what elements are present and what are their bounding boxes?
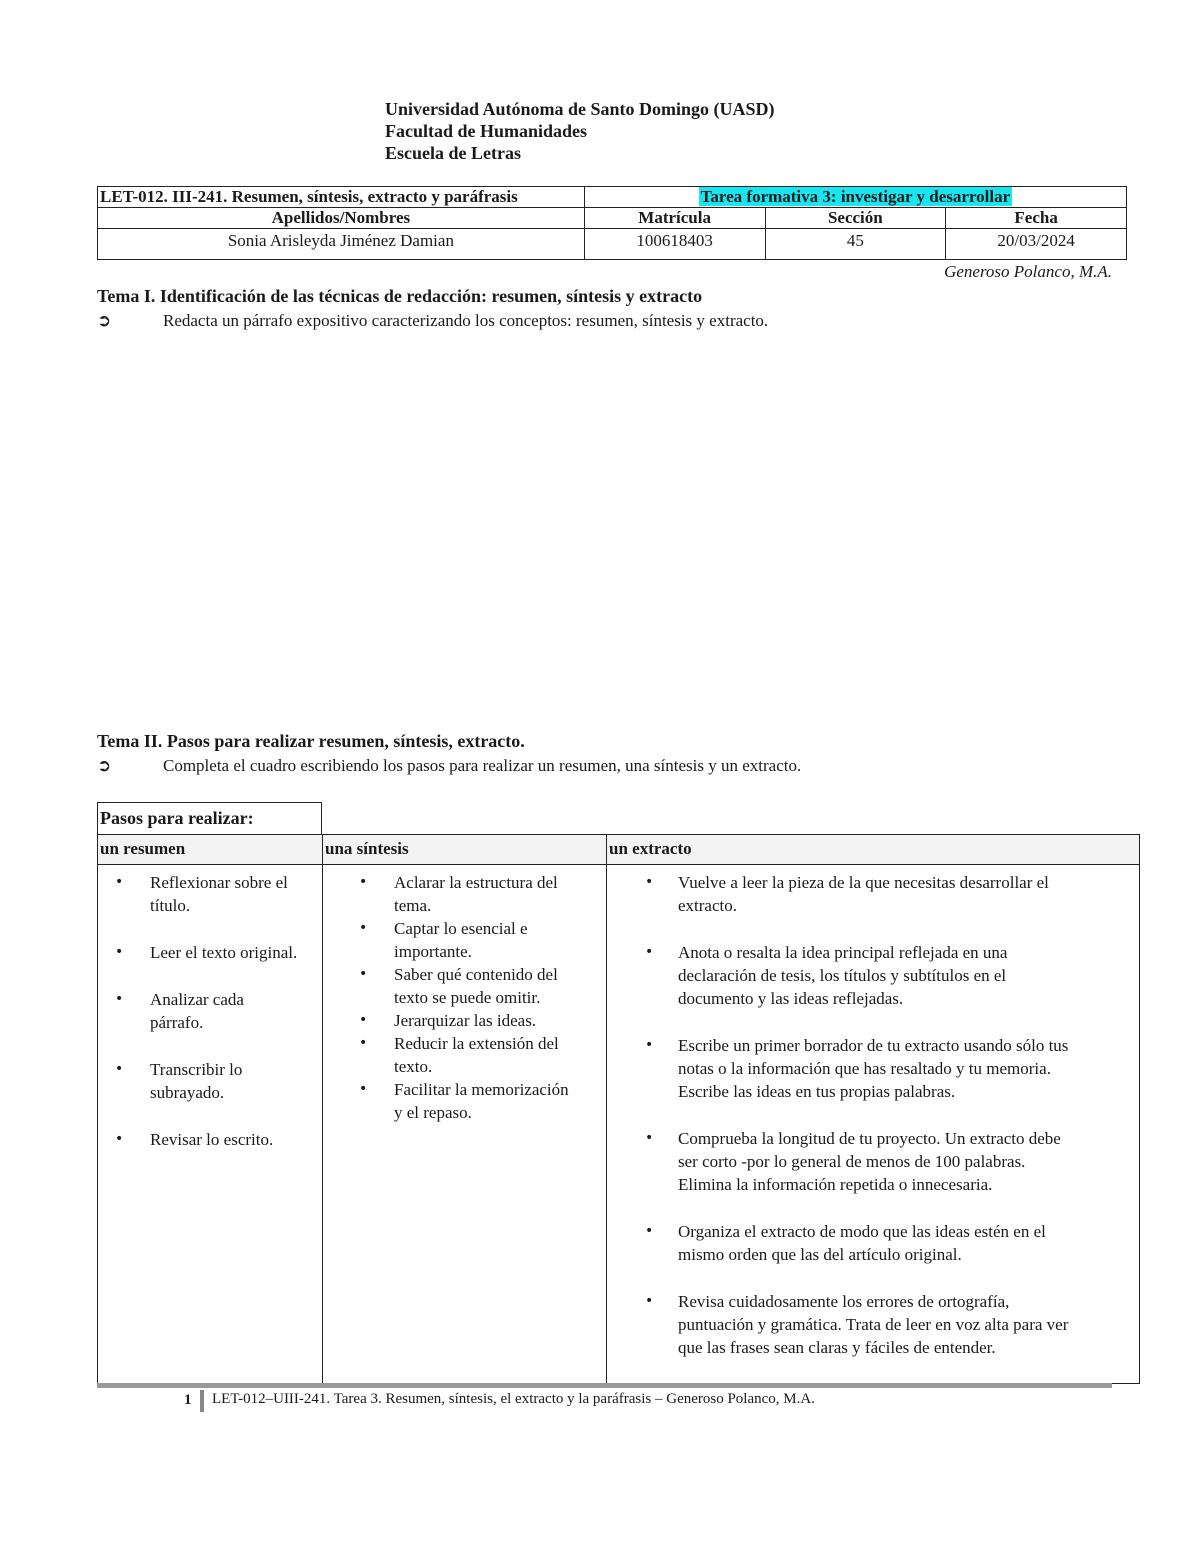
arrow-icon: ➲ <box>97 756 112 776</box>
step-text-line: importante. <box>394 942 472 961</box>
enrollment-number: 100618403 <box>584 229 765 260</box>
header-section: Sección <box>765 208 946 229</box>
step-item <box>98 1128 322 1151</box>
bullet-icon: • <box>359 920 368 936</box>
footer-bar <box>200 1390 204 1412</box>
step-text-line: Reducir la extensión del <box>394 1034 559 1053</box>
faculty-name: Facultad de Humanidades <box>385 121 588 141</box>
step-text-line: Reflexionar sobre el <box>150 873 288 892</box>
step-item <box>323 871 606 917</box>
step-item <box>607 1127 1139 1196</box>
header-names: Apellidos/Nombres <box>98 208 585 229</box>
header-enrollment: Matrícula <box>584 208 765 229</box>
step-item <box>323 917 606 963</box>
step-text-line: Aclarar la estructura del <box>394 873 558 892</box>
step-text-line: Escribe las ideas en tus propias palabras. <box>678 1082 956 1101</box>
task-title: Tarea formativa 3: investigar y desarrollar <box>700 187 1011 206</box>
bullet-icon: • <box>645 1130 654 1146</box>
footer-text: LET-012–UIII-241. Tarea 3. Resumen, síntesis, el extracto y la paráfrasis – Generoso Polanco, M.A. <box>212 1391 815 1407</box>
step-text-line: que las frases sean claras y fáciles de entender. <box>678 1338 996 1357</box>
step-text-line: Captar lo esencial e <box>394 919 528 938</box>
bullet-icon: • <box>115 1131 124 1147</box>
bullet-icon: • <box>115 944 124 960</box>
step-text-line: Elimina la información repetida o innecesaria. <box>678 1175 993 1194</box>
step-text-line: documento y las ideas reflejadas. <box>678 989 904 1008</box>
teacher-name: Generoso Polanco, M.A. <box>944 262 1112 281</box>
step-item <box>607 1220 1139 1266</box>
step-text-line: Jerarquizar las ideas. <box>394 1011 537 1030</box>
step-item <box>98 871 322 917</box>
institution-header <box>385 98 775 164</box>
bullet-icon: • <box>359 1012 368 1028</box>
course-row <box>98 187 1127 208</box>
step-text-line: tema. <box>394 896 432 915</box>
bullet-icon: • <box>359 966 368 982</box>
tema1-instruction-text: Redacta un párrafo expositivo caracterizando los conceptos: resumen, síntesis y extracto. <box>163 311 769 330</box>
steps-table-title: Pasos para realizar: <box>97 802 322 835</box>
tema1-instruction <box>97 311 768 331</box>
step-item <box>98 988 322 1034</box>
step-text-line: Organiza el extracto de modo que las ideas estén en el <box>678 1222 1046 1241</box>
student-name: Sonia Arisleyda Jiménez Damian <box>98 229 585 260</box>
section-number: 45 <box>765 229 946 260</box>
steps-list <box>98 865 322 1151</box>
step-text-line: mismo orden que las del artículo original. <box>678 1245 962 1264</box>
step-text-line: extracto. <box>678 896 737 915</box>
steps-table <box>97 834 1140 1384</box>
step-item <box>323 1078 606 1124</box>
bullet-icon: • <box>115 874 124 890</box>
step-text-line: Anota o resalta la idea principal reflejada en una <box>678 943 1008 962</box>
step-text-line: Saber qué contenido del <box>394 965 558 984</box>
step-item <box>607 1290 1139 1359</box>
step-text-line: Leer el texto original. <box>150 943 298 962</box>
bullet-icon: • <box>115 1061 124 1077</box>
bullet-icon: • <box>645 944 654 960</box>
column-synthesis <box>323 835 607 1383</box>
step-text-line: Transcribir lo <box>150 1060 243 1079</box>
step-item <box>607 941 1139 1010</box>
bullet-icon: • <box>645 1293 654 1309</box>
tema2-instruction <box>97 756 801 776</box>
step-item <box>98 1058 322 1104</box>
step-text-line: Revisar lo escrito. <box>150 1130 274 1149</box>
step-text-line: Comprueba la longitud de tu proyecto. Un extracto debe <box>678 1129 1061 1148</box>
steps-list <box>323 865 606 1124</box>
page-number: 1 <box>184 1392 192 1408</box>
step-item <box>607 871 1139 917</box>
task-title-cell <box>584 187 1126 208</box>
header-date: Fecha <box>946 208 1127 229</box>
step-text-line: Revisa cuidadosamente los errores de ortografía, <box>678 1292 1010 1311</box>
column-header: una síntesis <box>323 835 606 865</box>
step-item <box>323 1032 606 1078</box>
steps-list <box>607 865 1139 1359</box>
bullet-icon: • <box>645 1223 654 1239</box>
step-text-line: puntuación y gramática. Trata de leer en voz alta para ver <box>678 1315 1069 1334</box>
step-text-line: párrafo. <box>150 1013 204 1032</box>
step-text-line: texto se puede omitir. <box>394 988 541 1007</box>
bullet-icon: • <box>645 1037 654 1053</box>
bullet-icon: • <box>115 991 124 1007</box>
university-name: Universidad Autónoma de Santo Domingo (UASD) <box>385 99 775 119</box>
column-extract <box>607 835 1139 1383</box>
date-value: 20/03/2024 <box>946 229 1127 260</box>
course-info-table <box>97 186 1127 260</box>
tema1-title: Tema I. Identificación de las técnicas de redacción: resumen, síntesis y extracto <box>97 286 703 306</box>
step-item <box>607 1034 1139 1103</box>
step-text-line: título. <box>150 896 191 915</box>
arrow-icon: ➲ <box>97 311 112 331</box>
column-header: un extracto <box>607 835 1139 865</box>
course-title: LET-012. III-241. Resumen, síntesis, extracto y paráfrasis <box>98 187 585 208</box>
step-text-line: ser corto -por lo general de menos de 100 palabras. <box>678 1152 1026 1171</box>
step-text-line: y el repaso. <box>394 1103 472 1122</box>
bullet-icon: • <box>359 1081 368 1097</box>
step-text-line: subrayado. <box>150 1083 225 1102</box>
step-text-line: declaración de tesis, los títulos y subtítulos en el <box>678 966 1007 985</box>
step-text-line: Analizar cada <box>150 990 244 1009</box>
info-header-row <box>98 208 1127 229</box>
bullet-icon: • <box>359 1035 368 1051</box>
bullet-icon: • <box>359 874 368 890</box>
step-item <box>98 941 322 964</box>
info-values-row <box>98 229 1127 260</box>
bullet-icon: • <box>645 874 654 890</box>
school-name: Escuela de Letras <box>385 143 521 163</box>
step-text-line: Escribe un primer borrador de tu extracto usando sólo tus <box>678 1036 1069 1055</box>
tema2-title: Tema II. Pasos para realizar resumen, síntesis, extracto. <box>97 731 525 751</box>
footer-divider <box>97 1383 1112 1388</box>
column-header: un resumen <box>98 835 322 865</box>
step-text-line: texto. <box>394 1057 433 1076</box>
step-text-line: Facilitar la memorización <box>394 1080 569 1099</box>
column-summary <box>98 835 323 1383</box>
step-text-line: Vuelve a leer la pieza de la que necesitas desarrollar el <box>678 873 1049 892</box>
step-item <box>323 963 606 1009</box>
tema2-instruction-text: Completa el cuadro escribiendo los pasos para realizar un resumen, una síntesis y un extracto. <box>163 756 802 775</box>
step-item <box>323 1009 606 1032</box>
step-text-line: notas o la información que has resaltado y tu memoria. <box>678 1059 1051 1078</box>
